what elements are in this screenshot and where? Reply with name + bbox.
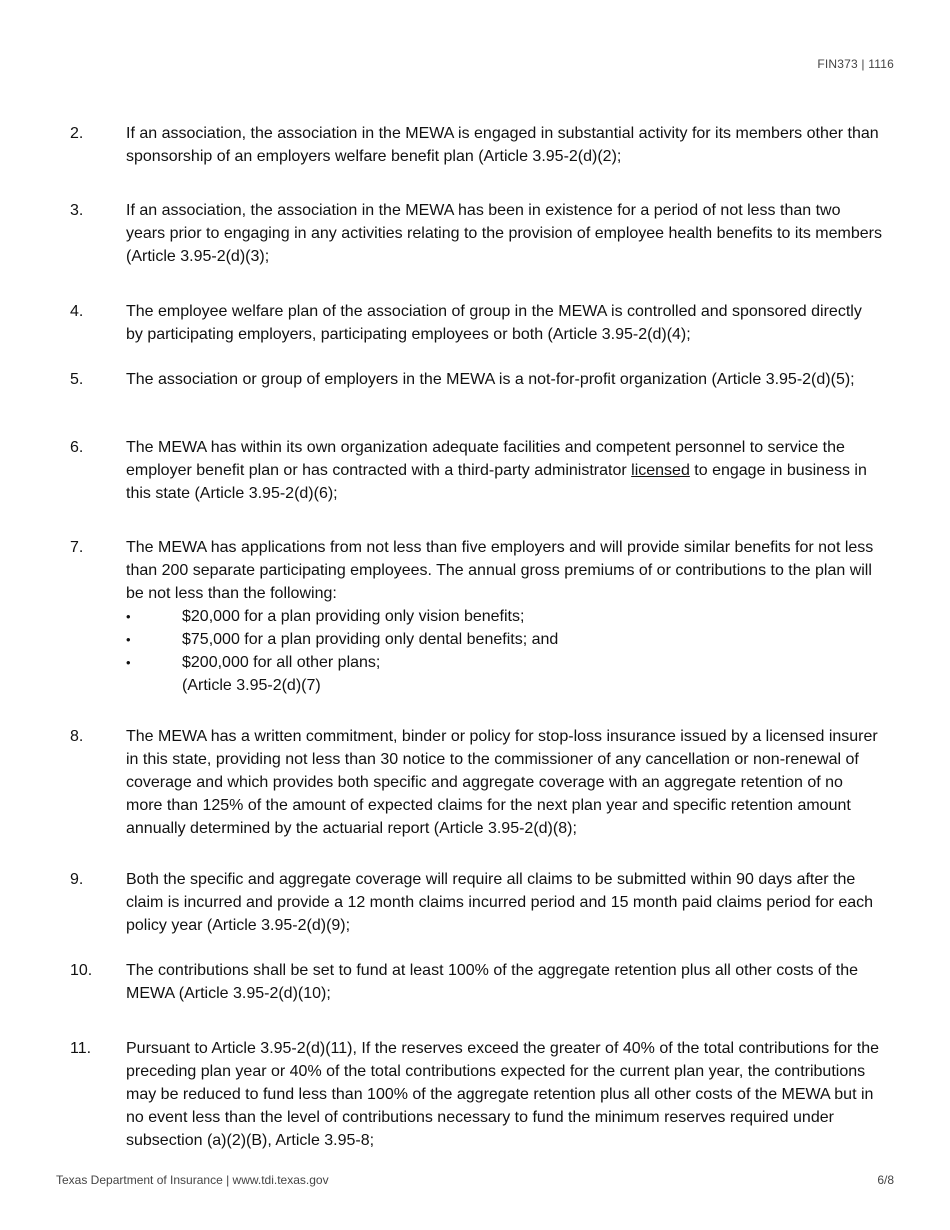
item-text: The contributions shall be set to fund at least 100% of the aggregate retention plus all other costs of the MEWA (Article 3.95-2(d)(10); [126, 962, 859, 1002]
bullet-item [126, 605, 882, 628]
item-text: If an association, the association in the MEWA is engaged in substantial activity for its members other than sponsorship of an employers welfare benefit plan (Article 3.95-2(d)(2); [126, 125, 879, 165]
list-item-5 [70, 368, 882, 391]
page-number: 6/8 [877, 1173, 894, 1187]
item-number: 3. [70, 202, 84, 219]
item-text [126, 436, 882, 505]
item-number: 11. [70, 1040, 92, 1057]
item-text: The MEWA has applications from not less than five employers and will provide similar benefits for not less than 200 separate participating employees. The annual gross premiums of or contributions to the plan will be not less than the following: [126, 539, 874, 602]
item-text: The association or group of employers in the MEWA is a not-for-profit organization (Article 3.95-2(d)(5); [126, 371, 855, 388]
list-item-3 [70, 199, 882, 268]
item-number: 2. [70, 125, 84, 142]
list-item-7 [70, 536, 882, 697]
bullet-text: $75,000 for a plan providing only dental benefits; and [182, 631, 559, 648]
item-number: 8. [70, 728, 84, 745]
item-number: 6. [70, 439, 84, 456]
bullet-text: $20,000 for a plan providing only vision benefits; [182, 608, 525, 625]
item-text: Pursuant to Article 3.95-2(d)(11), If the reserves exceed the greater of 40% of the total contributions for the preceding plan year or 40% of the total contributions expected for the current plan year, the contributions may be reduced to fund less than 100% of the aggregate retention plus all other costs of the MEWA but in no event less than the level of contributions necessary to fund the minimum reserves required under subsection (a)(2)(B), Article 3.95-8; [126, 1040, 879, 1149]
bullet-list [126, 605, 882, 674]
item-number: 7. [70, 539, 84, 556]
item-number: 10. [70, 962, 93, 979]
bullet-icon: • [126, 632, 131, 647]
footer-organization: Texas Department of Insurance | www.tdi.texas.gov [56, 1173, 329, 1187]
bullet-citation: (Article 3.95-2(d)(7) [182, 677, 321, 694]
bullet-text: $200,000 for all other plans; [182, 654, 381, 671]
item-text: Both the specific and aggregate coverage will require all claims to be submitted within 90 days after the claim is incurred and provide a 12 month claims incurred period and 15 month paid claims period for each policy year (Article 3.95-2(d)(9); [126, 871, 874, 934]
item-number: 5. [70, 371, 84, 388]
item-text-before: The MEWA has within its own organization adequate facilities and competent personnel to service the employer benefit plan or has contracted with a third-party administrator [126, 439, 845, 479]
bullet-icon: • [126, 655, 131, 670]
form-code: FIN373 | 1116 [817, 57, 894, 71]
bullet-item [126, 628, 882, 651]
item-text: The employee welfare plan of the association of group in the MEWA is controlled and sponsored directly by participating employers, participating employees or both (Article 3.95-2(d)(4); [126, 303, 862, 343]
item-text: If an association, the association in the MEWA has been in existence for a period of not less than two years prior to engaging in any activities relating to the provision of employee health benefits to its members (Article 3.95-2(d)(3); [126, 202, 882, 265]
item-text-after: to engage in business in this state (Article 3.95-2(d)(6); [126, 462, 867, 502]
bullet-item [126, 651, 882, 674]
list-item-6 [70, 436, 882, 505]
bullet-icon: • [126, 609, 131, 624]
item-number: 4. [70, 303, 84, 320]
list-item-10 [70, 959, 882, 1005]
licensed-underlined-text: licensed [631, 462, 690, 479]
item-number: 9. [70, 871, 84, 888]
item-text: The MEWA has a written commitment, binder or policy for stop-loss insurance issued by a licensed insurer in this state, providing not less than 30 notice to the commissioner of any cancellation or non-renewal of coverage and which provides both specific and aggregate coverage with an aggregate retention of no more than 125% of the amount of expected claims for the next plan year and specific retention amount annually determined by the actuarial report (Article 3.95-2(d)(8); [126, 728, 878, 837]
list-item-4 [70, 300, 882, 346]
list-item-2 [70, 122, 882, 168]
list-item-8 [70, 725, 882, 840]
list-item-11 [70, 1037, 882, 1152]
list-item-9 [70, 868, 882, 937]
